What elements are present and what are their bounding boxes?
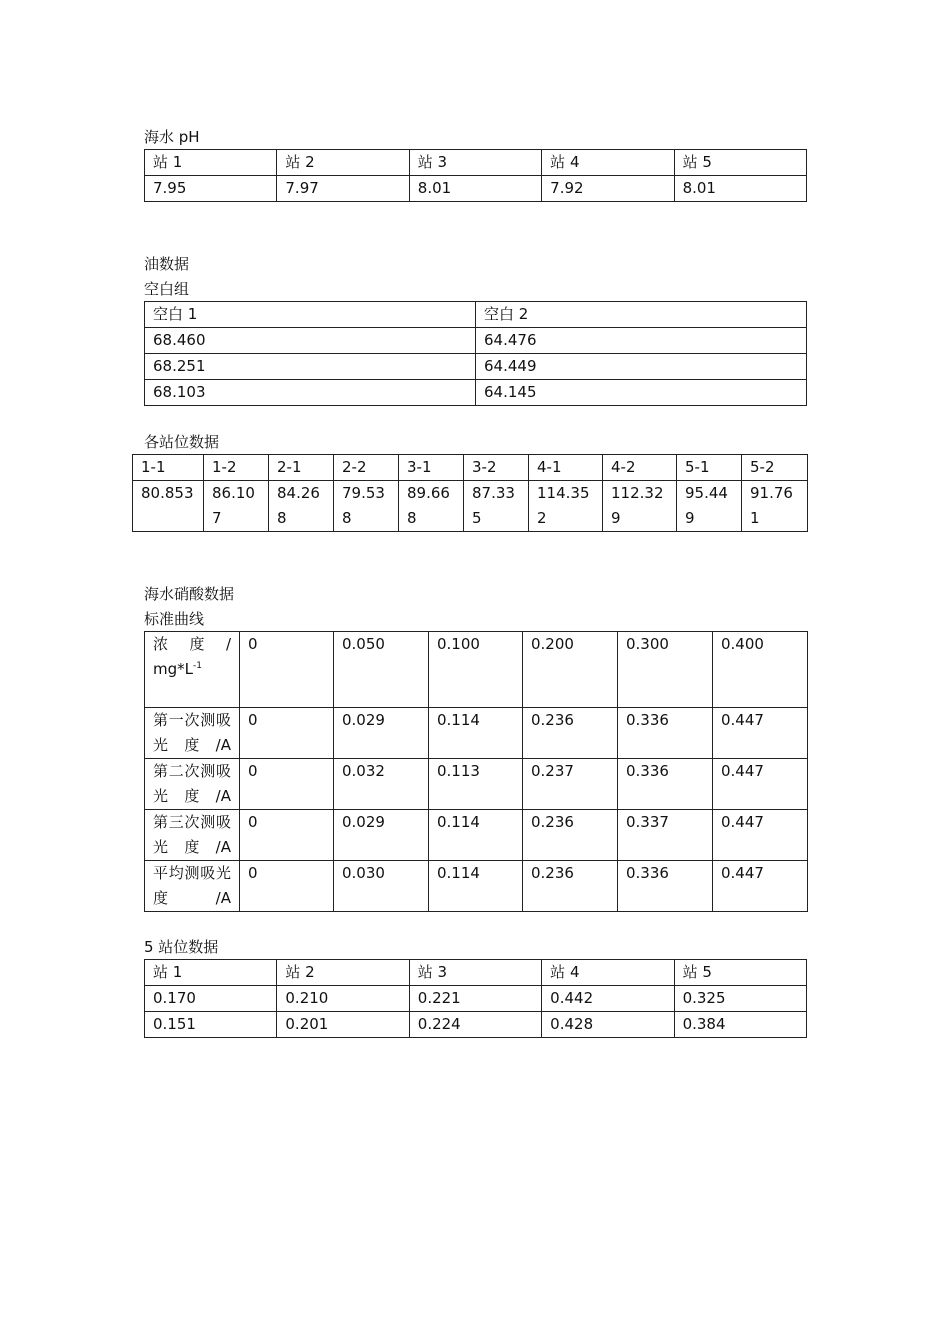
absorbance-value-cell: 0.447	[713, 759, 808, 810]
concentration-unit-exponent: -1	[193, 661, 202, 671]
nitrate-stations-title: 5 站位数据	[144, 938, 219, 956]
absorbance-value-cell: 0.114	[429, 810, 523, 861]
ph-header-cell: 站 2	[277, 150, 409, 176]
absorbance-value-cell: 0.337	[618, 810, 713, 861]
ph-value-cell: 7.92	[542, 176, 674, 202]
table-row	[145, 176, 807, 202]
oil-station-header-cell: 5-1	[677, 455, 742, 481]
oil-station-header-cell: 1-2	[204, 455, 269, 481]
ph-value-cell: 8.01	[409, 176, 541, 202]
oil-station-value-cell: 79.538	[334, 481, 399, 532]
concentration-value-cell: 0	[240, 632, 334, 708]
absorbance-label-cell: 第一次测吸光度/A	[145, 708, 240, 759]
table-row	[145, 302, 807, 328]
concentration-label-cell	[145, 632, 240, 708]
blank-header-cell: 空白 2	[476, 302, 807, 328]
blank-group-table	[144, 301, 807, 406]
concentration-unit	[153, 657, 231, 682]
nitrate-station-header-cell: 站 2	[277, 960, 409, 986]
absorbance-value-cell: 0.447	[713, 810, 808, 861]
oil-stations-title: 各站位数据	[144, 433, 220, 451]
blank-value-cell: 68.251	[145, 354, 476, 380]
concentration-label: 浓 度 /	[153, 635, 231, 653]
nitrate-station-value-cell: 0.428	[542, 1012, 674, 1038]
oil-station-value-cell: 112.329	[603, 481, 677, 532]
table-row	[145, 810, 808, 861]
table-row	[145, 986, 807, 1012]
ph-header-cell: 站 4	[542, 150, 674, 176]
ph-value-cell: 8.01	[674, 176, 806, 202]
absorbance-label-cell: 第三次测吸光度/A	[145, 810, 240, 861]
oil-station-header-cell: 4-1	[529, 455, 603, 481]
oil-station-value-cell: 84.268	[269, 481, 334, 532]
absorbance-value-cell: 0.114	[429, 861, 523, 912]
concentration-unit-text: mg*L	[153, 660, 193, 678]
blank-value-cell: 64.476	[476, 328, 807, 354]
absorbance-value-cell: 0.030	[334, 861, 429, 912]
nitrate-stations-table	[144, 959, 807, 1038]
ph-header-cell: 站 1	[145, 150, 277, 176]
table-row	[145, 380, 807, 406]
oil-station-value-cell: 95.449	[677, 481, 742, 532]
absorbance-label-cell: 第二次测吸光度/A	[145, 759, 240, 810]
absorbance-value-cell: 0.114	[429, 708, 523, 759]
oil-station-header-cell: 5-2	[742, 455, 808, 481]
concentration-value-cell: 0.300	[618, 632, 713, 708]
table-row	[145, 708, 808, 759]
nitrate-station-value-cell: 0.325	[674, 986, 806, 1012]
absorbance-value-cell: 0	[240, 708, 334, 759]
absorbance-value-cell: 0.447	[713, 708, 808, 759]
nitrate-station-header-cell: 站 1	[145, 960, 277, 986]
absorbance-value-cell: 0.029	[334, 708, 429, 759]
absorbance-value-cell: 0.447	[713, 861, 808, 912]
absorbance-value-cell: 0	[240, 810, 334, 861]
oil-station-value-cell: 80.853	[133, 481, 204, 532]
table-row	[145, 328, 807, 354]
table-row	[133, 481, 808, 532]
concentration-value-cell: 0.200	[523, 632, 618, 708]
concentration-value-cell: 0.400	[713, 632, 808, 708]
oil-title: 油数据	[144, 255, 190, 273]
ph-value-cell: 7.95	[145, 176, 277, 202]
nitrate-station-header-cell: 站 4	[542, 960, 674, 986]
oil-station-value-cell: 91.761	[742, 481, 808, 532]
absorbance-value-cell: 0.236	[523, 861, 618, 912]
blank-value-cell: 64.449	[476, 354, 807, 380]
oil-station-header-cell: 1-1	[133, 455, 204, 481]
oil-station-value-cell: 86.107	[204, 481, 269, 532]
table-row	[145, 354, 807, 380]
oil-station-value-cell: 89.668	[399, 481, 464, 532]
absorbance-value-cell: 0.336	[618, 759, 713, 810]
ph-header-cell: 站 5	[674, 150, 806, 176]
absorbance-value-cell: 0.237	[523, 759, 618, 810]
blank-group-title: 空白组	[144, 280, 190, 298]
ph-title: 海水 pH	[144, 128, 200, 146]
standard-curve-title: 标准曲线	[144, 610, 205, 628]
absorbance-value-cell: 0.236	[523, 810, 618, 861]
ph-table	[144, 149, 807, 202]
nitrate-station-value-cell: 0.224	[409, 1012, 541, 1038]
absorbance-value-cell: 0.032	[334, 759, 429, 810]
nitrate-station-value-cell: 0.384	[674, 1012, 806, 1038]
absorbance-value-cell: 0.336	[618, 708, 713, 759]
oil-station-header-cell: 4-2	[603, 455, 677, 481]
nitrate-station-header-cell: 站 5	[674, 960, 806, 986]
nitrate-station-value-cell: 0.151	[145, 1012, 277, 1038]
absorbance-label-cell: 平均测吸光度/A	[145, 861, 240, 912]
absorbance-value-cell: 0	[240, 861, 334, 912]
table-row	[145, 861, 808, 912]
oil-stations-table	[132, 454, 808, 532]
nitrate-station-value-cell: 0.221	[409, 986, 541, 1012]
table-row	[133, 455, 808, 481]
concentration-value-cell: 0.100	[429, 632, 523, 708]
oil-station-header-cell: 2-2	[334, 455, 399, 481]
absorbance-value-cell: 0.236	[523, 708, 618, 759]
table-row	[145, 150, 807, 176]
absorbance-value-cell: 0.113	[429, 759, 523, 810]
table-row	[145, 960, 807, 986]
blank-value-cell: 68.460	[145, 328, 476, 354]
absorbance-value-cell: 0.336	[618, 861, 713, 912]
table-row	[145, 759, 808, 810]
blank-value-cell: 68.103	[145, 380, 476, 406]
oil-station-value-cell: 114.352	[529, 481, 603, 532]
nitrate-station-value-cell: 0.442	[542, 986, 674, 1012]
standard-curve-table	[144, 631, 808, 912]
nitrate-title: 海水硝酸数据	[144, 585, 235, 603]
ph-header-cell: 站 3	[409, 150, 541, 176]
nitrate-station-header-cell: 站 3	[409, 960, 541, 986]
blank-value-cell: 64.145	[476, 380, 807, 406]
ph-value-cell: 7.97	[277, 176, 409, 202]
oil-station-header-cell: 3-2	[464, 455, 529, 481]
oil-station-header-cell: 2-1	[269, 455, 334, 481]
absorbance-value-cell: 0.029	[334, 810, 429, 861]
concentration-value-cell: 0.050	[334, 632, 429, 708]
nitrate-station-value-cell: 0.201	[277, 1012, 409, 1038]
absorbance-value-cell: 0	[240, 759, 334, 810]
blank-header-cell: 空白 1	[145, 302, 476, 328]
nitrate-station-value-cell: 0.170	[145, 986, 277, 1012]
table-row	[145, 1012, 807, 1038]
table-row	[145, 632, 808, 708]
nitrate-station-value-cell: 0.210	[277, 986, 409, 1012]
oil-station-value-cell: 87.335	[464, 481, 529, 532]
oil-station-header-cell: 3-1	[399, 455, 464, 481]
